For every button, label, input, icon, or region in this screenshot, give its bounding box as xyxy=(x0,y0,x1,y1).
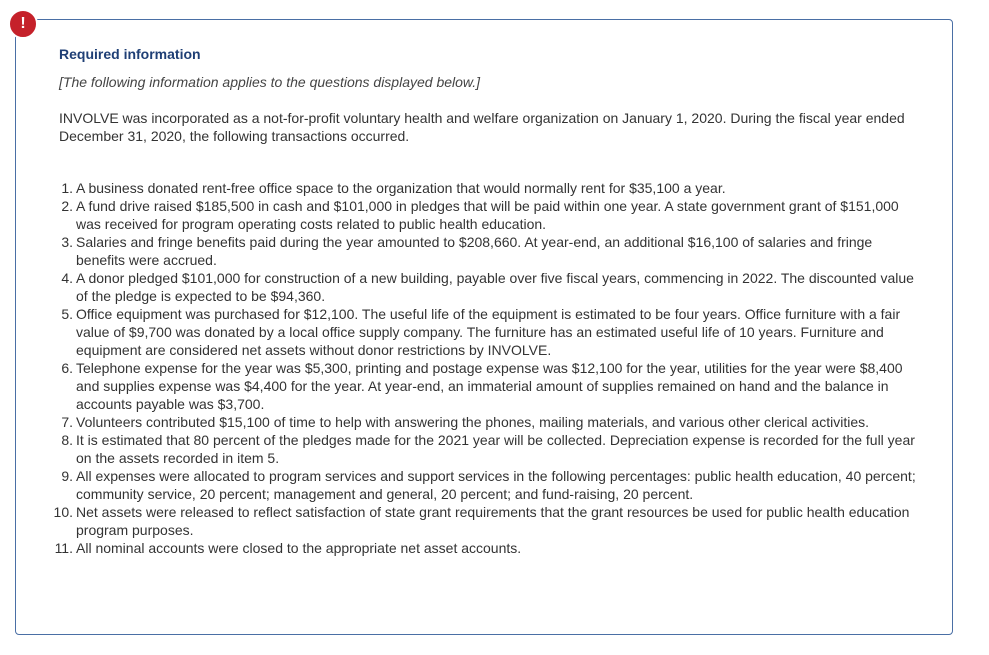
list-item xyxy=(54,539,919,557)
list-item xyxy=(59,179,919,197)
item-text: All nominal accounts were closed to the appropriate net asset accounts. xyxy=(76,540,522,556)
intro-paragraph: INVOLVE was incorporated as a not-for-profit voluntary health and welfare organization on January 1, 2020. During the fiscal year ended December 31, 2020, the following transactions occurred. xyxy=(59,110,905,144)
list-item xyxy=(59,233,919,269)
item-number: 2. xyxy=(61,198,73,214)
item-text: Volunteers contributed $15,100 of time to help with answering the phones, mailing materials, and various other clerical activities. xyxy=(76,414,869,430)
item-text: It is estimated that 80 percent of the pledges made for the 2021 year will be collected. Depreciation expense is recorded for the full year on the assets recorded in item 5. xyxy=(76,432,915,466)
list-item xyxy=(59,467,919,503)
list-item xyxy=(59,413,919,431)
item-number: 5. xyxy=(61,306,73,322)
item-number: 11. xyxy=(54,540,73,556)
list-item xyxy=(53,503,919,539)
item-number: 8. xyxy=(61,432,73,448)
item-text: Office equipment was purchased for $12,100. The useful life of the equipment is estimated to be four years. Office furniture with a fair value of $9,700 was donated by a local office supply company. The furniture has an estimated useful life of 10 years. Furniture and equipment are considered net assets without donor restrictions by INVOLVE. xyxy=(76,306,901,358)
item-text: A donor pledged $101,000 for construction of a new building, payable over five fiscal years, commencing in 2022. The discounted value of the pledge is expected to be $94,360. xyxy=(76,270,914,304)
item-text: Telephone expense for the year was $5,300, printing and postage expense was $12,100 for the year, utilities for the year were $8,400 and supplies expense was $4,400 for the year. At year-end, an immaterial amount of supplies remained on hand and the balance in accounts payable was $3,700. xyxy=(76,360,903,412)
item-text: Salaries and fringe benefits paid during the year amounted to $208,660. At year-end, an additional $16,100 of salaries and fringe benefits were accrued. xyxy=(76,234,873,268)
item-text: A fund drive raised $185,500 in cash and $101,000 in pledges that will be paid within one year. A state government grant of $151,000 was received for program operating costs related to public health education. xyxy=(76,198,899,232)
item-number: 6. xyxy=(61,360,73,376)
list-item xyxy=(59,431,919,467)
item-number: 1. xyxy=(61,180,73,196)
list-item xyxy=(59,359,919,413)
item-number: 3. xyxy=(61,234,73,250)
item-text: All expenses were allocated to program services and support services in the following percentages: public health education, 40 percent; community service, 20 percent; management and general, 20 percent; and fund-raising, 20 percent. xyxy=(76,468,916,502)
item-text: Net assets were released to reflect satisfaction of state grant requirements that the grant resources be used for public health education program purposes. xyxy=(76,504,910,538)
required-information-title: Required information xyxy=(59,46,201,62)
item-number: 10. xyxy=(53,504,73,520)
list-item xyxy=(59,305,919,359)
list-item xyxy=(59,197,919,233)
item-number: 7. xyxy=(61,414,73,430)
item-text: A business donated rent-free office space to the organization that would normally rent for $35,100 a year. xyxy=(76,180,726,196)
transactions-list xyxy=(53,179,919,557)
alert-icon: ! xyxy=(8,9,38,39)
list-item xyxy=(59,269,919,305)
item-number: 9. xyxy=(61,468,73,484)
item-number: 4. xyxy=(61,270,73,286)
applies-to-questions-note: [The following information applies to the questions displayed below.] xyxy=(59,74,481,90)
